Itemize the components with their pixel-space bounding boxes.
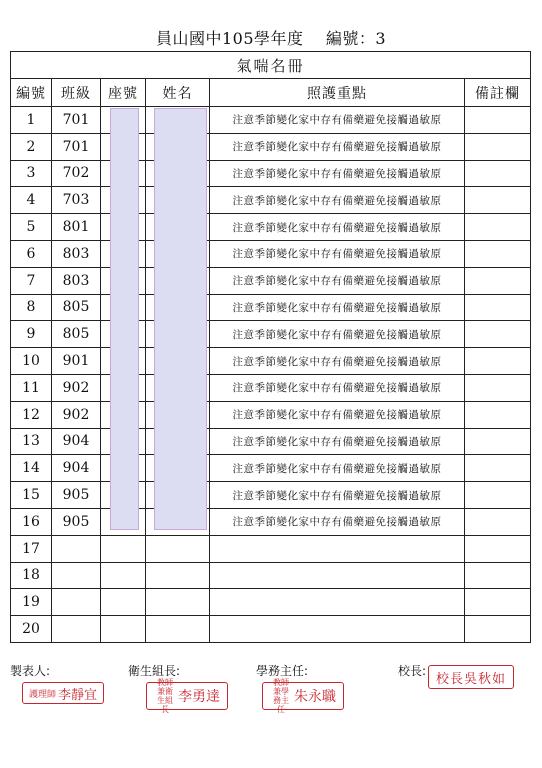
care-note-cell: 注意季節變化家中存有備藥避免接觸過敏原 (210, 214, 465, 241)
care-note-cell: 注意季節變化家中存有備藥避免接觸過敏原 (210, 160, 465, 187)
care-note-cell: 注意季節變化家中存有備藥避免接觸過敏原 (210, 374, 465, 401)
care-note-cell: 注意季節變化家中存有備藥避免接觸過敏原 (210, 294, 465, 321)
maker-label: 製表人: (10, 664, 51, 678)
remarks-cell (465, 240, 531, 267)
academic-stamp-title: 教師兼學務主任 (273, 678, 289, 714)
column-header: 座號 (101, 79, 146, 107)
column-header: 照護重點 (210, 79, 465, 107)
class-cell: 905 (52, 482, 101, 509)
hygiene-stamp (146, 678, 228, 714)
row-number-cell: 1 (11, 107, 52, 134)
table-body (11, 107, 531, 643)
table-row (11, 133, 531, 160)
class-cell: 902 (52, 374, 101, 401)
remarks-cell (465, 374, 531, 401)
table-caption-row (11, 52, 531, 79)
table-row (11, 455, 531, 482)
table-row (11, 214, 531, 241)
name-redaction (154, 108, 207, 530)
hygiene-stamp-title: 教師兼衛生組長 (157, 678, 173, 714)
care-note-cell: 注意季節變化家中存有備藥避免接觸過敏原 (210, 321, 465, 348)
row-number-cell: 17 (11, 535, 52, 562)
care-note-cell (210, 535, 465, 562)
class-cell: 901 (52, 348, 101, 375)
row-number-cell: 10 (11, 348, 52, 375)
maker-stamp-title: 護理師 (28, 689, 56, 700)
row-number-cell: 3 (11, 160, 52, 187)
maker-stamp (22, 682, 104, 704)
care-note-cell: 注意季節變化家中存有備藥避免接觸過敏原 (210, 267, 465, 294)
remarks-cell (465, 348, 531, 375)
table-row (11, 428, 531, 455)
table-row (11, 508, 531, 535)
table-row (11, 374, 531, 401)
care-note-cell (210, 616, 465, 643)
remarks-cell (465, 482, 531, 509)
remarks-cell (465, 455, 531, 482)
hygiene-stamp-name: 李勇達 (178, 689, 220, 705)
row-number-cell: 5 (11, 214, 52, 241)
remarks-cell (465, 589, 531, 616)
class-cell: 801 (52, 214, 101, 241)
remarks-cell (465, 616, 531, 643)
table-row (11, 267, 531, 294)
row-number-cell: 11 (11, 374, 52, 401)
row-number-cell: 7 (11, 267, 52, 294)
student-name-cell (146, 589, 210, 616)
table-row (11, 482, 531, 509)
remarks-cell (465, 321, 531, 348)
table-row (11, 348, 531, 375)
academic-label: 學務主任: (256, 664, 309, 678)
page-title (0, 26, 542, 49)
remarks-cell (465, 294, 531, 321)
principal-stamp (428, 665, 514, 689)
column-header: 備註欄 (465, 79, 531, 107)
hygiene-label: 衛生組長: (128, 664, 181, 678)
class-cell: 701 (52, 133, 101, 160)
academic-stamp-name: 朱永職 (294, 689, 336, 705)
class-cell: 904 (52, 428, 101, 455)
table-row (11, 160, 531, 187)
table-row (11, 187, 531, 214)
row-number-cell: 14 (11, 455, 52, 482)
remarks-cell (465, 160, 531, 187)
seat-number-cell (101, 616, 146, 643)
care-note-cell (210, 589, 465, 616)
row-number-cell: 9 (11, 321, 52, 348)
class-cell: 902 (52, 401, 101, 428)
class-cell: 805 (52, 294, 101, 321)
table-row (11, 401, 531, 428)
class-cell: 904 (52, 455, 101, 482)
row-number-cell: 12 (11, 401, 52, 428)
remarks-cell (465, 508, 531, 535)
care-note-cell: 注意季節變化家中存有備藥避免接觸過敏原 (210, 240, 465, 267)
column-header: 班級 (52, 79, 101, 107)
class-cell (52, 562, 101, 589)
class-cell (52, 616, 101, 643)
principal-label: 校長: (398, 664, 427, 678)
serial-number: 編號：3 (325, 29, 387, 48)
row-number-cell: 19 (11, 589, 52, 616)
table-row (11, 240, 531, 267)
care-note-cell: 注意季節變化家中存有備藥避免接觸過敏原 (210, 482, 465, 509)
student-name-cell (146, 535, 210, 562)
seat-number-cell (101, 562, 146, 589)
row-number-cell: 16 (11, 508, 52, 535)
care-note-cell: 注意季節變化家中存有備藥避免接觸過敏原 (210, 107, 465, 134)
student-name-cell (146, 562, 210, 589)
maker-stamp-name: 李靜宜 (58, 687, 98, 703)
care-note-cell: 注意季節變化家中存有備藥避免接觸過敏原 (210, 133, 465, 160)
seat-number-redaction (110, 108, 139, 530)
care-note-cell: 注意季節變化家中存有備藥避免接觸過敏原 (210, 508, 465, 535)
class-cell: 702 (52, 160, 101, 187)
remarks-cell (465, 107, 531, 134)
remarks-cell (465, 214, 531, 241)
class-cell: 905 (52, 508, 101, 535)
class-cell (52, 535, 101, 562)
remarks-cell (465, 562, 531, 589)
row-number-cell: 6 (11, 240, 52, 267)
remarks-cell (465, 428, 531, 455)
signature-section (0, 662, 542, 722)
row-number-cell: 15 (11, 482, 52, 509)
class-cell: 803 (52, 240, 101, 267)
table-row (11, 107, 531, 134)
row-number-cell: 2 (11, 133, 52, 160)
table-row (11, 589, 531, 616)
table-header-row (11, 79, 531, 107)
care-note-cell: 注意季節變化家中存有備藥避免接觸過敏原 (210, 348, 465, 375)
seat-number-cell (101, 535, 146, 562)
table-row (11, 294, 531, 321)
remarks-cell (465, 133, 531, 160)
column-header: 姓名 (146, 79, 210, 107)
table-row (11, 535, 531, 562)
class-cell (52, 589, 101, 616)
class-cell: 701 (52, 107, 101, 134)
row-number-cell: 13 (11, 428, 52, 455)
table-row (11, 562, 531, 589)
class-cell: 803 (52, 267, 101, 294)
remarks-cell (465, 401, 531, 428)
care-note-cell: 注意季節變化家中存有備藥避免接觸過敏原 (210, 455, 465, 482)
care-note-cell: 注意季節變化家中存有備藥避免接觸過敏原 (210, 428, 465, 455)
row-number-cell: 8 (11, 294, 52, 321)
care-note-cell (210, 562, 465, 589)
row-number-cell: 18 (11, 562, 52, 589)
row-number-cell: 4 (11, 187, 52, 214)
care-note-cell: 注意季節變化家中存有備藥避免接觸過敏原 (210, 401, 465, 428)
table-caption: 氣喘名冊 (11, 52, 531, 79)
care-note-cell: 注意季節變化家中存有備藥避免接觸過敏原 (210, 187, 465, 214)
remarks-cell (465, 267, 531, 294)
document-title: 員山國中105學年度 (155, 29, 304, 48)
remarks-cell (465, 535, 531, 562)
row-number-cell: 20 (11, 616, 52, 643)
table-row (11, 616, 531, 643)
academic-stamp (262, 678, 344, 714)
asthma-roster-table (10, 51, 531, 643)
table-row (11, 321, 531, 348)
column-header: 編號 (11, 79, 52, 107)
seat-number-cell (101, 589, 146, 616)
principal-stamp-text: 校長吳秋如 (435, 671, 506, 687)
class-cell: 805 (52, 321, 101, 348)
student-name-cell (146, 616, 210, 643)
class-cell: 703 (52, 187, 101, 214)
remarks-cell (465, 187, 531, 214)
